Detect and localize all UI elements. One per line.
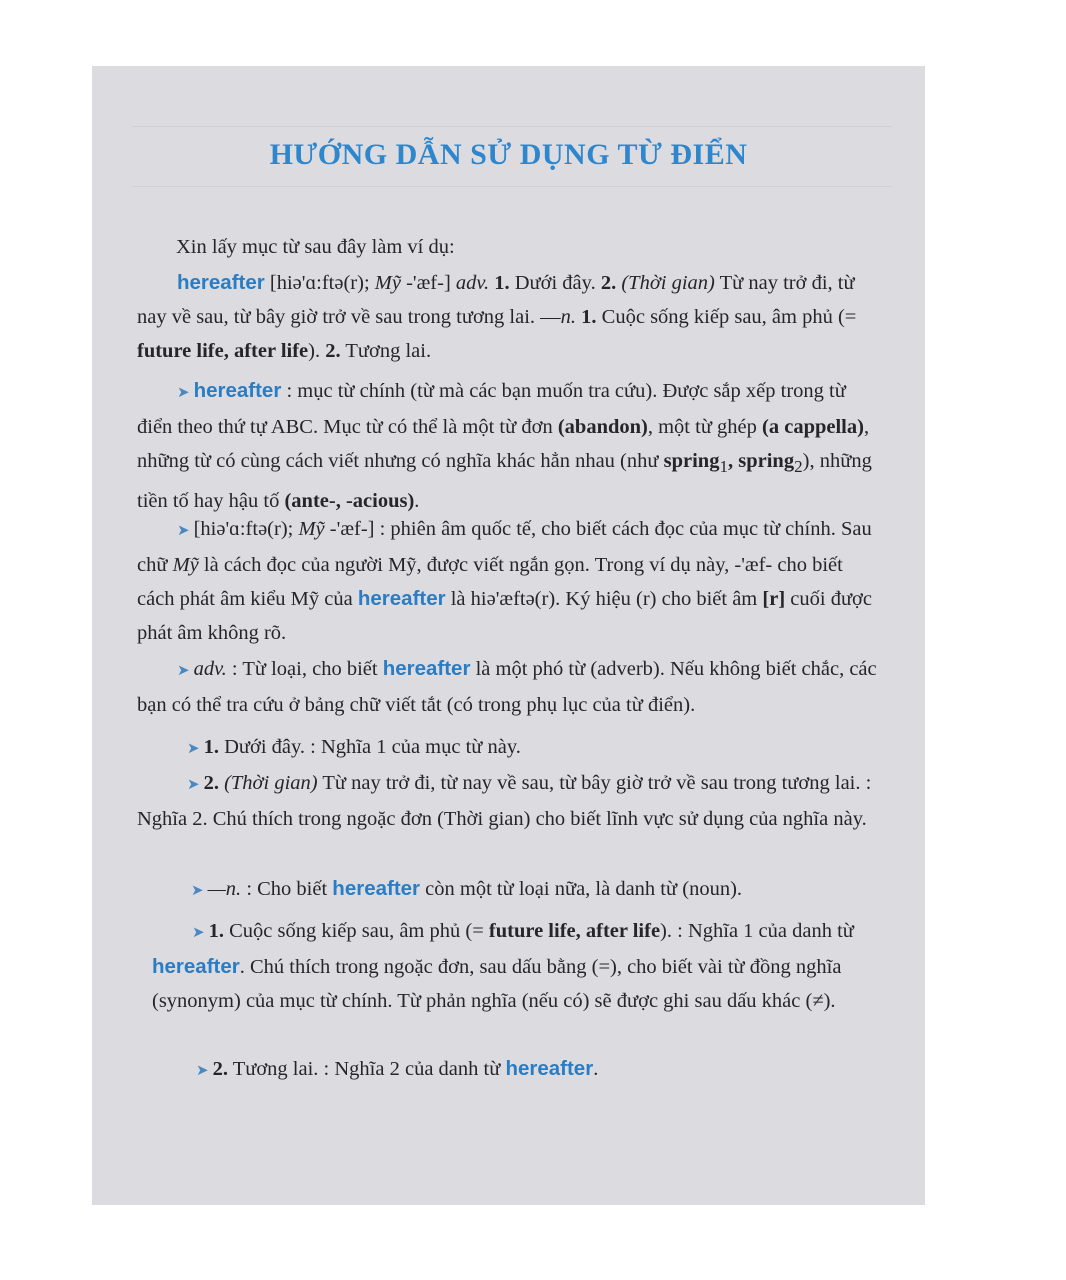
note-sense-1: ➤ 1. Dưới đây. : Nghĩa 1 của mục từ này. — [187, 736, 521, 758]
arrow-icon: ➤ — [177, 523, 190, 539]
note-pronunciation: ➤ [hiə'ɑ:ftə(r); Mỹ -'æf-] : phiên âm quốc tế, cho biết cách đọc của mục từ chính. Sau chữ Mỹ là cách đọc của người Mỹ, được viết ngắn gọn. Trong ví dụ này, -'æf- cho biết cách phát âm kiểu Mỹ của hereafter là hiə'æftə(r). Ký hiệu (r) cho biết âm [r] cuối được phát âm không rõ. — [137, 518, 873, 644]
note-noun: ➤ —n. : Cho biết hereafter còn một từ loại nữa, là danh từ (noun). — [191, 877, 743, 900]
intro-text: Xin lấy mục từ sau đây làm ví dụ: — [176, 236, 455, 258]
note-headword: ➤ hereafter : mục từ chính (từ mà các bạn muốn tra cứu). Được sắp xếp trong từ điển theo thứ tự ABC. Mục từ có thể là một từ đơn (abandon), một từ ghép (a cappella), những từ có cùng cách viết nhưng có nghĩa khác hẳn nhau (như spring$_1$, spring$_2$), những tiền tố hay hậu tố (ante-, -acious). — [137, 379, 872, 513]
arrow-icon: ➤ — [187, 777, 200, 793]
arrow-icon: ➤ — [177, 385, 190, 401]
dictionary-entry: hereafter [hiə'ɑ:ftə(r); Mỹ -'æf-] adv. 1. Dưới đây. 2. (Thời gian) Từ nay trở đi, từ nay về sau, từ bây giờ trở về sau trong tương lai. —n. 1. Cuộc sống kiếp sau, âm phủ (= future life, after life). 2. Tương lai. — [137, 271, 857, 362]
note-noun-sense-1: ➤ 1. Cuộc sống kiếp sau, âm phủ (= future life, after life). : Nghĩa 1 của danh từ hereafter. Chú thích trong ngoặc đơn, sau dấu bằng (=), cho biết vài từ đồng nghĩa (synonym) của mục từ chính. Từ phản nghĩa (nếu có) sẽ được ghi sau dấu khác (≠). — [152, 920, 854, 1012]
arrow-icon: ➤ — [192, 925, 205, 941]
arrow-icon: ➤ — [177, 663, 190, 679]
arrow-icon: ➤ — [196, 1063, 209, 1079]
entry-headword: hereafter — [177, 271, 265, 294]
note-part-of-speech: ➤ adv. : Từ loại, cho biết hereafter là một phó từ (adverb). Nếu không biết chắc, các bạn có thể tra cứu ở bảng chữ viết tắt (có trong phụ lục của từ điển). — [137, 657, 877, 716]
book-page — [92, 66, 925, 1205]
arrow-icon: ➤ — [187, 741, 200, 757]
arrow-icon: ➤ — [191, 883, 204, 899]
entry-pos: adv. — [455, 272, 490, 294]
page-title: HƯỚNG DẪN SỬ DỤNG TỪ ĐIỂN — [269, 138, 748, 171]
note-noun-sense-2: ➤ 2. Tương lai. : Nghĩa 2 của danh từ hereafter. — [196, 1057, 599, 1080]
note-sense-2: ➤ 2. (Thời gian) Từ nay trở đi, từ nay về sau, từ bây giờ trở về sau trong tương lai. : Nghĩa 2. Chú thích trong ngoặc đơn (Thời gian) cho biết lĩnh vực sử dụng của nghĩa này. — [137, 772, 872, 830]
